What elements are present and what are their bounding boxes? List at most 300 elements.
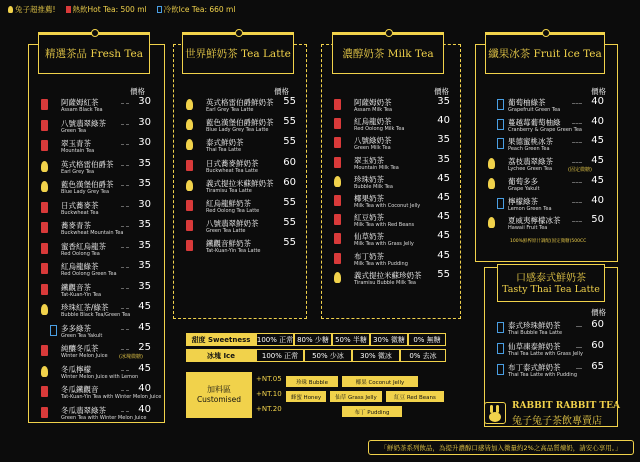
item-price: 40 (138, 403, 151, 415)
item-name-en: Green Tea Latte (206, 228, 246, 235)
menu-item[interactable] (488, 116, 604, 138)
item-name-en: Green Tea Yakult (61, 332, 103, 339)
item-name-en: Assam Milk Tea (354, 107, 393, 113)
menu-item[interactable] (488, 340, 604, 362)
item-name: 檸檬綠茶 (508, 196, 538, 206)
item-price: 35 (437, 134, 450, 146)
menu-item[interactable] (41, 301, 151, 323)
leader-line (121, 267, 129, 268)
item-name: 鐵觀音鮮奶茶 (206, 239, 251, 249)
leader-line (572, 142, 582, 143)
item-name-en: Mountain Milk Tea (354, 164, 399, 171)
leader-line (121, 349, 129, 350)
menu-item[interactable] (488, 135, 604, 157)
item-name: 葡萄多多 (508, 176, 538, 186)
sweetness-option[interactable]: 80% 少糖 (294, 333, 332, 346)
cold-cup-icon (50, 140, 57, 151)
menu-item[interactable] (186, 197, 296, 219)
leader-line (572, 202, 582, 203)
addon-price: +NT.05 (256, 375, 282, 383)
item-price: 55 (283, 136, 296, 148)
leader-line (572, 182, 582, 183)
item-name-en: Red Oolong Milk Tea (354, 126, 405, 133)
item-price: 35 (138, 239, 151, 251)
item-name: 紅豆奶茶 (354, 213, 384, 223)
addons-label: 加料區 Customised (186, 372, 252, 418)
item-price: 45 (437, 230, 450, 242)
section-title-fresh-tea: 精選茶品 Fresh Tea (38, 32, 150, 74)
item-name-en: Buckwheat Mountain Tea (61, 230, 124, 236)
menu-item[interactable] (186, 237, 296, 259)
item-name-en: Blue Lady Grey Tea (61, 189, 110, 195)
cold-cup-icon (343, 195, 350, 206)
item-price: 40 (591, 194, 604, 206)
item-name-en: Cranberry & Grape Green Tea (508, 126, 582, 133)
item-name: 蔓越莓葡萄柚綠 (508, 117, 561, 127)
item-name-en: Earl Grey Tea Latte (206, 107, 254, 113)
hot-cup-icon (41, 202, 48, 213)
menu-item[interactable] (41, 322, 151, 344)
item-name: 荔枝翡翠綠茶 (508, 157, 553, 167)
item-name-en: Tat-Kuan-Yin Tea Latte (206, 248, 261, 255)
item-name: 翠玉奶茶 (354, 155, 384, 165)
item-name: 義式提拉米蘇鮮奶茶 (206, 178, 274, 188)
hot-cup-icon (334, 214, 341, 225)
item-name-en: Tat-Kuan-Yin Tea with Winter Melon Juice (61, 394, 162, 400)
section-title-thai-latte: 口感泰式鮮奶茶 Tasty Thai Tea Latte (497, 264, 605, 302)
item-name-en: Milk Tea with Grass Jelly (354, 241, 414, 248)
legend (8, 4, 235, 15)
cold-cup-icon (497, 178, 504, 189)
item-price: 30 (138, 137, 151, 148)
price-header: 價格 (591, 308, 606, 317)
item-price: 45 (437, 249, 450, 261)
section-title-fruit-tea: 纖果冰茶 Fruit Ice Tea (485, 32, 605, 74)
item-name: 英式格雷伯爵茶 (61, 159, 114, 169)
hot-cup-icon (41, 120, 48, 131)
item-name-en: Red Oolong Tea Latte (206, 208, 260, 214)
cold-cup-icon (195, 240, 202, 251)
addon-price: +NT.10 (256, 390, 282, 398)
cold-cup-icon (497, 99, 504, 110)
item-name: 八號翡翠鮮奶茶 (206, 219, 259, 229)
cold-cup-icon (343, 272, 350, 283)
cold-cup-icon (50, 407, 57, 418)
rabbit-logo-icon (484, 402, 506, 424)
cold-cup-icon (343, 118, 350, 129)
cold-cup-icon (195, 99, 202, 110)
addon-chip-honey[interactable]: 蜂蜜 Honey (286, 391, 326, 402)
item-name: 鐵觀音茶 (61, 282, 91, 292)
item-name-en: Tat-Kuan-Yin Tea (61, 291, 102, 298)
menu-item[interactable] (488, 361, 604, 383)
item-name-en: Bubble Milk Tea (354, 183, 393, 190)
cold-cup-icon (497, 138, 504, 149)
menu-item[interactable] (186, 116, 296, 138)
legend-cold: 冷飲Ice Tea: 660 ml (157, 4, 236, 15)
item-name-en: Hawaii Fruit Tea (508, 225, 548, 232)
menu-item[interactable] (186, 177, 296, 199)
item-price: 25 (138, 342, 151, 353)
sweetness-option[interactable]: 100% 正常 (256, 333, 294, 346)
ice-option[interactable]: 0% 去冰 (400, 349, 446, 362)
item-name: 泰式珍珠鮮奶茶 (508, 321, 561, 330)
item-name: 布丁奶茶 (354, 251, 384, 261)
rabbit-icon (186, 119, 193, 130)
item-name: 葡萄柚綠茶 (508, 98, 546, 107)
item-name-en: Winter Melon Juice (61, 353, 108, 359)
item-name-en: Buckwheat Tea (61, 209, 99, 216)
menu-item[interactable] (41, 199, 151, 221)
menu-item[interactable] (488, 214, 604, 236)
addon-chip-red-beans[interactable]: 紅豆 Red Beans (386, 391, 444, 402)
hot-cup-icon (41, 222, 48, 233)
item-price: 45 (138, 362, 151, 374)
item-price: 35 (138, 157, 151, 169)
ice-option[interactable]: 100% 正常 (256, 349, 304, 362)
hot-cup-icon (334, 253, 341, 264)
ice-label: 冰塊 Ice (186, 349, 256, 362)
item-price: 30 (138, 198, 151, 210)
item-price: 45 (437, 172, 450, 184)
item-price: 60 (591, 319, 604, 330)
hot-cup-icon (334, 99, 341, 110)
legend-rabbit: 兔子超推薦! (8, 4, 56, 15)
hot-cup-icon (66, 6, 71, 13)
rabbit-icon (186, 180, 193, 191)
cold-cup-icon (195, 200, 202, 211)
menu-item[interactable] (41, 363, 151, 385)
leader-line (121, 185, 129, 186)
addon-chip-grass-jelly[interactable]: 仙草 Grass Jelly (330, 391, 382, 402)
item-note: (固定微糖) (568, 167, 592, 174)
cold-cup-icon (157, 6, 162, 13)
addon-chip-coconut[interactable]: 椰果 Coconut Jelly (342, 376, 418, 387)
cold-cup-icon (50, 120, 57, 131)
cold-cup-icon (50, 325, 57, 336)
menu-item[interactable] (41, 383, 162, 405)
item-price: 55 (283, 197, 296, 208)
item-price: 50 (591, 214, 604, 226)
leader-line (121, 226, 129, 227)
cold-cup-icon (50, 202, 57, 213)
addon-chip-bubble[interactable]: 珍珠 Bubble (286, 376, 338, 387)
item-name-en: Bubble Black Tea/Green Tea (61, 312, 131, 318)
item-price: 55 (283, 96, 296, 107)
item-name: 藍色漢堡伯爵茶 (61, 180, 114, 189)
leader-line (121, 308, 129, 309)
item-name-en: Tiramisu Bubble Milk Tea (354, 279, 416, 286)
menu-item[interactable] (334, 269, 450, 291)
menu-item[interactable] (41, 404, 151, 426)
menu-item[interactable] (41, 96, 151, 118)
item-name-en: Winter Melon Juice with Lemon (61, 373, 139, 380)
rabbit-icon (334, 176, 341, 187)
item-price: 55 (283, 116, 296, 128)
item-name: 椰果奶茶 (354, 194, 384, 203)
cold-cup-icon (497, 198, 504, 209)
item-name-en: Thai Bubble Tea Latte (508, 330, 563, 336)
item-price: 45 (591, 174, 604, 186)
price-header: 價格 (274, 87, 289, 96)
hot-cup-icon (41, 263, 48, 274)
item-name-en: Grapefruit Green Tea (508, 107, 561, 113)
hot-cup-icon (41, 243, 48, 254)
cold-cup-icon (50, 263, 57, 274)
item-name-en: Mountain Tea (61, 148, 95, 154)
item-price: 30 (138, 116, 151, 128)
item-name-en: Red Oolong Tea (61, 250, 100, 257)
cold-cup-icon (343, 157, 350, 168)
leader-line (576, 368, 582, 369)
cold-cup-icon (497, 322, 504, 333)
item-price: 35 (138, 280, 151, 292)
item-name: 紅烏龍綠茶 (61, 262, 99, 271)
item-name: 冬瓜檸檬 (61, 364, 91, 374)
menu-item[interactable] (488, 195, 604, 217)
cold-cup-icon (50, 284, 57, 295)
hot-cup-icon (334, 118, 341, 129)
menu-item[interactable] (488, 155, 604, 177)
menu-item[interactable] (41, 281, 151, 303)
price-header: 價格 (130, 87, 145, 96)
leader-line (121, 411, 129, 412)
item-price: 60 (591, 340, 604, 351)
cold-cup-icon (497, 119, 504, 130)
item-price: 45 (437, 211, 450, 223)
rabbit-icon (41, 304, 48, 315)
leader-line (121, 288, 129, 289)
item-price: 45 (138, 301, 151, 312)
item-price: 40 (437, 115, 450, 127)
menu-item[interactable] (41, 178, 151, 200)
item-price: 35 (437, 96, 450, 107)
sweetness-option[interactable]: 0% 無糖 (408, 333, 446, 346)
menu-item[interactable] (186, 136, 296, 158)
hot-cup-icon (41, 345, 48, 356)
cold-cup-icon (195, 139, 202, 150)
rabbit-icon (334, 272, 341, 283)
cold-cup-icon (50, 366, 57, 377)
item-name-en: Tiramisu Tea Latte (206, 187, 252, 194)
section-title-tea-latte: 世界鮮奶茶 Tea Latte (182, 32, 294, 74)
menu-item[interactable] (41, 117, 151, 139)
item-price: 35 (138, 219, 151, 230)
item-name: 義式提拉米蘇珍奶茶 (354, 270, 422, 280)
item-name: 夏威夷檸檬冰茶 (508, 216, 561, 226)
cold-cup-icon (50, 304, 57, 315)
cold-cup-icon (195, 160, 202, 171)
leader-line (121, 206, 129, 207)
sweetness-option[interactable]: 50% 半糖 (332, 333, 370, 346)
menu-item[interactable] (488, 175, 604, 197)
menu-item[interactable] (41, 342, 151, 364)
item-name: 冬瓜鐵觀音 (61, 385, 99, 394)
item-price: 40 (138, 383, 151, 394)
footer-note: 「鮮奶茶系列飲品，為提升濃醇口感皆加入微量約2%之高品質煉奶，請安心享用。」 (368, 440, 634, 455)
item-name-en: Thai Tea Latte with Grass Jelly (508, 351, 583, 357)
menu-item[interactable] (41, 158, 151, 180)
menu-item[interactable] (488, 319, 604, 341)
menu-item[interactable] (186, 157, 296, 179)
ice-option[interactable]: 30% 微冰 (352, 349, 400, 362)
cold-cup-icon (497, 364, 504, 375)
rabbit-icon (41, 181, 48, 192)
item-price: 45 (437, 192, 450, 203)
item-name: 紅烏龍鮮奶茶 (206, 199, 251, 208)
item-name-en: Grape Yakult (508, 185, 540, 192)
cold-cup-icon (195, 220, 202, 231)
item-name: 翠玉青茶 (61, 139, 91, 148)
item-name: 八號翡翠綠茶 (61, 118, 106, 128)
item-name-en: Earl Grey Tea (61, 168, 95, 175)
item-name-en: Buckwheat Tea Latte (206, 167, 258, 174)
item-name: 泰式鮮奶茶 (206, 138, 244, 148)
leader-line (121, 144, 129, 145)
menu-item[interactable] (186, 96, 296, 118)
item-name: 果德蜜桃冰茶 (508, 137, 553, 147)
item-name-en: Blue Lady Grey Tea Latte (206, 127, 269, 134)
hot-cup-icon (186, 240, 193, 251)
rabbit-icon (8, 6, 13, 13)
hot-cup-icon (334, 195, 341, 206)
item-name-en: Milk Tea with Coconut Jelly (354, 203, 421, 209)
item-name-en: Green Tea with Winter Melon Juice (61, 414, 147, 421)
item-name: 珍珠奶茶 (354, 174, 384, 184)
item-name: 蜜香紅烏龍茶 (61, 241, 106, 251)
hot-cup-icon (41, 407, 48, 418)
menu-item[interactable] (488, 96, 604, 118)
item-price: 35 (138, 260, 151, 271)
hot-cup-icon (334, 137, 341, 148)
leader-line (121, 124, 129, 125)
item-name: 仙草凍泰鮮奶茶 (508, 342, 561, 351)
cold-cup-icon (497, 158, 504, 169)
item-name-en: Milk Tea with Pudding (354, 260, 408, 267)
cold-cup-icon (50, 386, 57, 397)
item-name: 布丁泰式鮮奶茶 (508, 363, 561, 372)
leader-line (572, 103, 582, 104)
item-name: 多多綠茶 (61, 323, 91, 333)
rabbit-icon (186, 139, 193, 150)
addon-chip-pudding[interactable]: 布丁 Pudding (342, 406, 402, 417)
cold-cup-icon (343, 233, 350, 244)
hot-cup-icon (41, 386, 48, 397)
rabbit-icon (186, 99, 193, 110)
item-name: 英式格雷伯爵鮮奶茶 (206, 98, 274, 107)
cold-cup-icon (50, 243, 57, 254)
item-price: 60 (283, 176, 296, 188)
item-price: 65 (591, 361, 604, 372)
leader-line (121, 370, 129, 371)
section-title-milk-tea: 濃醇奶茶 Milk Tea (332, 32, 444, 74)
item-price: 55 (283, 237, 296, 249)
leader-line (121, 329, 129, 330)
item-name-en: Green Milk Tea (354, 145, 391, 152)
cold-cup-icon (497, 217, 504, 228)
item-price: 40 (591, 96, 604, 107)
rabbit-icon (41, 366, 48, 377)
menu-item[interactable] (41, 240, 151, 262)
hot-cup-icon (334, 157, 341, 168)
sweetness-option[interactable]: 30% 微糖 (370, 333, 408, 346)
leader-line (121, 103, 129, 104)
hot-cup-icon (41, 99, 48, 110)
menu-item[interactable] (41, 137, 151, 159)
item-name: 阿薩姆奶茶 (354, 98, 392, 107)
cold-cup-icon (343, 214, 350, 225)
menu-item[interactable] (41, 260, 151, 282)
item-price: 45 (591, 135, 604, 147)
cold-cup-icon (195, 180, 202, 191)
item-price: 45 (138, 321, 151, 333)
cold-cup-icon (343, 253, 350, 264)
rabbit-icon (41, 161, 48, 172)
item-name: 仙草奶茶 (354, 232, 384, 242)
menu-item[interactable] (186, 217, 296, 239)
brand: RABBIT RABBIT TEA 兔子兔子茶飲專賣店 (484, 400, 618, 426)
sweetness-label: 甜度 Sweetness (186, 333, 256, 346)
rabbit-icon (488, 158, 495, 169)
cold-cup-icon (343, 176, 350, 187)
cold-cup-icon (497, 343, 504, 354)
cold-cup-icon (50, 222, 57, 233)
price-header: 價格 (591, 87, 606, 96)
item-name: 藍色漢堡伯爵鮮奶茶 (206, 118, 274, 128)
cold-cup-icon (50, 161, 57, 172)
addon-price: +NT.20 (256, 405, 282, 413)
cold-cup-icon (50, 345, 57, 356)
item-name-en: Peach Green Tea (508, 146, 550, 153)
item-name: 八號綠奶茶 (354, 136, 392, 146)
item-name: 阿薩姆紅茶 (61, 98, 99, 107)
item-price: 60 (283, 156, 296, 168)
item-name: 蕎麥青茶 (61, 221, 91, 230)
hot-cup-icon (41, 140, 48, 151)
item-name-en: Red Oolong Green Tea (61, 271, 117, 277)
item-name-en: Thai Tea Latte (206, 147, 242, 154)
item-price: 35 (138, 178, 151, 189)
leader-line (576, 326, 582, 327)
rabbit-icon (488, 217, 495, 228)
item-name-en: Milk Tea with Red Beans (354, 222, 415, 229)
menu-item[interactable] (41, 219, 151, 241)
leader-line (572, 123, 582, 124)
legend-hot: 熱飲Hot Tea: 500 ml (66, 4, 147, 15)
item-note: (冰塊微糖) (119, 354, 143, 360)
hot-cup-icon (41, 284, 48, 295)
hot-cup-icon (334, 233, 341, 244)
item-price: 55 (437, 268, 450, 280)
item-name: 冬瓜翡翠綠茶 (61, 405, 106, 415)
leader-line (121, 247, 129, 248)
ice-option[interactable]: 50% 少冰 (304, 349, 352, 362)
leader-line (576, 347, 582, 348)
rabbit-icon (488, 178, 495, 189)
item-name: 珍珠紅茶/綠茶 (61, 303, 109, 312)
item-name-en: Lemon Green Tea (508, 205, 552, 212)
item-price: 30 (138, 96, 151, 107)
item-name: 日式蕎麥鮮奶茶 (206, 158, 259, 168)
hot-cup-icon (186, 160, 193, 171)
hot-cup-icon (186, 220, 193, 231)
item-name-en: Green Tea (61, 127, 87, 134)
leader-line (572, 221, 582, 222)
item-price: 35 (437, 153, 450, 165)
cold-cup-icon (195, 119, 202, 130)
cold-cup-icon (50, 181, 57, 192)
item-name-en: Thai Tea Latte with Pudding (508, 372, 578, 378)
